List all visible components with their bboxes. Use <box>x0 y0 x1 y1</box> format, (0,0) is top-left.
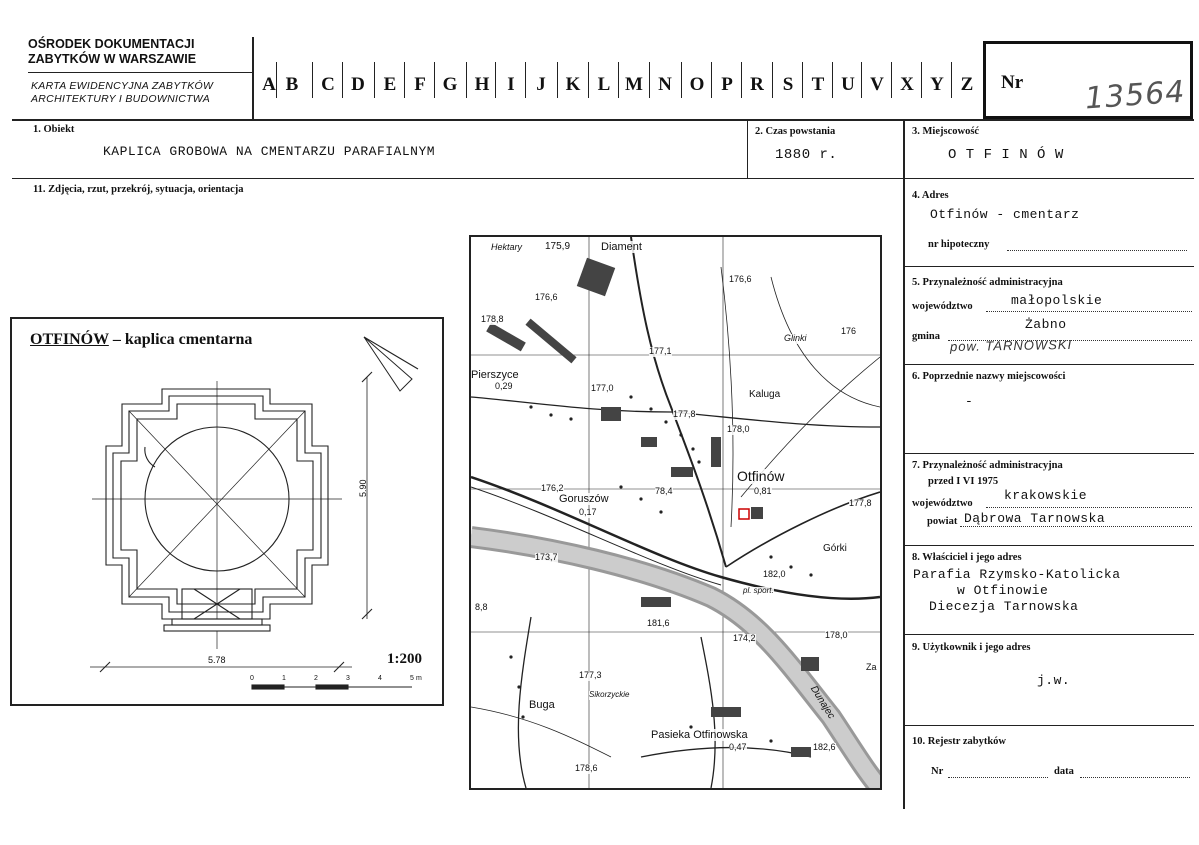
map-label: 78,4 <box>655 486 673 496</box>
map-label: 0,29 <box>495 381 513 391</box>
map-label: 178,8 <box>481 314 504 324</box>
letter-d: D <box>351 74 365 95</box>
poprzednie-value: - <box>965 394 974 409</box>
map-label: Hektary <box>491 242 523 252</box>
czas-label: 2. Czas powstania <box>755 126 836 137</box>
map-label: 173,7 <box>535 552 558 562</box>
letter-j: J <box>536 74 546 95</box>
plan-title-rest: – kaplica cmentarna <box>108 331 253 348</box>
plan-scale: 1:200 <box>387 651 422 667</box>
map-label: 8,8 <box>475 602 488 612</box>
wlasciciel-line-3: Diecezja Tarnowska <box>929 599 1079 614</box>
map-label: Otfinów <box>737 468 785 484</box>
letter-u: U <box>841 74 855 95</box>
wlasciciel-label: 8. Właściciel i jego adres <box>912 552 1022 563</box>
obiekt-label: 1. Obiekt <box>33 124 75 135</box>
map-label: 175,9 <box>545 241 571 252</box>
org-line-1: OŚRODEK DOKUMENTACJI <box>28 37 195 51</box>
scale-unit: m <box>416 675 422 682</box>
map-label: 0,47 <box>729 742 747 752</box>
map-label: 177,8 <box>673 409 696 419</box>
map-label: Goruszów <box>559 493 609 505</box>
map-label: 174,2 <box>733 633 756 643</box>
map-label: Pasieka Otfinowska <box>651 729 748 741</box>
map-label: pl. sport. <box>743 586 774 595</box>
map-label: 0,81 <box>754 486 772 496</box>
letter-r: R <box>750 74 764 95</box>
map-label: 177,1 <box>649 346 672 356</box>
map-label: 178,0 <box>727 424 750 434</box>
woj-1975-label: województwo <box>912 498 973 509</box>
letter-t: T <box>811 74 825 95</box>
letter-s: S <box>782 74 794 95</box>
map-label: 176,6 <box>535 292 558 302</box>
scale-tick-label: 2 <box>314 675 318 682</box>
map-label: Pierszyce <box>471 369 519 381</box>
gmina-value: Żabno <box>1025 317 1067 332</box>
rejestr-nr-label: Nr <box>931 766 944 777</box>
map-label: 176 <box>841 326 857 336</box>
uzytkownik-label: 9. Użytkownik i jego adres <box>912 642 1031 653</box>
chapel-floor-plan <box>12 319 442 704</box>
letter-x: X <box>900 74 914 95</box>
letter-c: C <box>321 74 335 95</box>
map-label: 178,6 <box>575 763 598 773</box>
letter-m: M <box>625 74 643 95</box>
wojewodztwo-value: małopolskie <box>1011 293 1103 308</box>
adres-label: 4. Adres <box>912 190 949 201</box>
map-label: Za <box>866 662 877 672</box>
card-line-1: KARTA EWIDENCYJNA ZABYTKÓW <box>31 80 214 92</box>
woj-1975-value: krakowskie <box>1004 488 1088 503</box>
letter-z: Z <box>960 74 974 95</box>
map-label: Diament <box>601 241 642 253</box>
letter-o: O <box>689 74 705 95</box>
hipoteczny-label: nr hipoteczny <box>928 239 990 250</box>
map-label: 182,0 <box>763 569 786 579</box>
map-label: Górki <box>823 543 847 554</box>
scale-tick-label: 3 <box>346 675 350 682</box>
powiat-1975-value: Dąbrowa Tarnowska <box>964 511 1106 526</box>
letter-i: I <box>507 74 515 95</box>
zdjecia-label: 11. Zdjęcia, rzut, przekrój, sytuacja, orientacja <box>33 184 244 195</box>
map-label: 176,2 <box>541 483 564 493</box>
plan-dim-horizontal: 5.78 <box>208 655 226 665</box>
scale-tick-label: 1 <box>282 675 286 682</box>
letter-p: P <box>721 74 733 95</box>
adres-value: Otfinów - cmentarz <box>930 207 1080 222</box>
nr-value: 13564 <box>1083 74 1187 117</box>
map-label: Buga <box>529 699 555 711</box>
map-label: 181,6 <box>647 618 670 628</box>
czas-value: 1880 r. <box>775 147 838 163</box>
card-line-2: ARCHITEKTURY I BUDOWNICTWA <box>31 93 211 105</box>
przed-1975-label: przed I VI 1975 <box>928 476 999 487</box>
map-label: Sikorzyckie <box>589 690 630 699</box>
letter-b: B <box>285 74 299 95</box>
rejestr-data-label: data <box>1054 766 1074 777</box>
miejscowosc-value: O T F I N Ó W <box>948 147 1064 163</box>
scale-tick-label: 5 <box>410 675 414 682</box>
letter-v: V <box>870 74 884 95</box>
scale-tick-label: 4 <box>378 675 382 682</box>
powiat-handwritten: pow. TARNOWSKI <box>949 336 1073 355</box>
map-label: Kaluga <box>749 389 781 400</box>
map-label: 177,8 <box>849 498 872 508</box>
map-label: 182,6 <box>813 742 836 752</box>
nr-label: Nr <box>1001 72 1024 93</box>
scale-tick-label: 0 <box>250 675 254 682</box>
letter-y: Y <box>930 74 944 95</box>
plan-dim-vertical: 5.90 <box>358 479 368 497</box>
wlasciciel-line-1: Parafia Rzymsko-Katolicka <box>913 567 1121 582</box>
wojewodztwo-label: województwo <box>912 301 973 312</box>
przynaleznosc-1975-label: 7. Przynależność administracyjna <box>912 460 1063 471</box>
letter-n: N <box>658 74 672 95</box>
letter-k: K <box>565 74 581 95</box>
floor-plan-panel <box>10 317 444 706</box>
wlasciciel-line-2: w Otfinowie <box>957 583 1049 598</box>
map-label: 178,0 <box>825 630 848 640</box>
miejscowosc-label: 3. Miejscowość <box>912 126 980 137</box>
letter-l: L <box>597 74 611 95</box>
rejestr-label: 10. Rejestr zabytków <box>912 736 1006 747</box>
gmina-label: gmina <box>912 331 941 342</box>
map-label: 177,3 <box>579 670 602 680</box>
map-label: 0,17 <box>579 507 597 517</box>
org-line-2: ZABYTKÓW W WARSZAWIE <box>28 52 197 66</box>
card-type <box>31 80 253 106</box>
org-name <box>28 37 252 67</box>
letter-f: F <box>414 74 426 95</box>
map-label: Glinki <box>784 333 807 343</box>
letter-e: E <box>383 74 397 95</box>
map-label: 176,6 <box>729 274 752 284</box>
uzytkownik-value: j.w. <box>1037 673 1071 688</box>
obiekt-value: KAPLICA GROBOWA NA CMENTARZU PARAFIALNYM <box>103 144 436 159</box>
plan-title-place: OTFINÓW <box>30 331 109 348</box>
map-label: Dunajec <box>807 684 837 721</box>
powiat-1975-label: powiat <box>927 516 958 527</box>
topographic-map <box>469 235 882 790</box>
letter-g: G <box>442 74 458 95</box>
map-label: 177,0 <box>591 383 614 393</box>
letter-h: H <box>474 74 490 95</box>
letter-a: A <box>262 74 276 95</box>
przynaleznosc-label: 5. Przynależność administracyjna <box>912 277 1063 288</box>
poprzednie-label: 6. Poprzednie nazwy miejscowości <box>912 371 1066 382</box>
